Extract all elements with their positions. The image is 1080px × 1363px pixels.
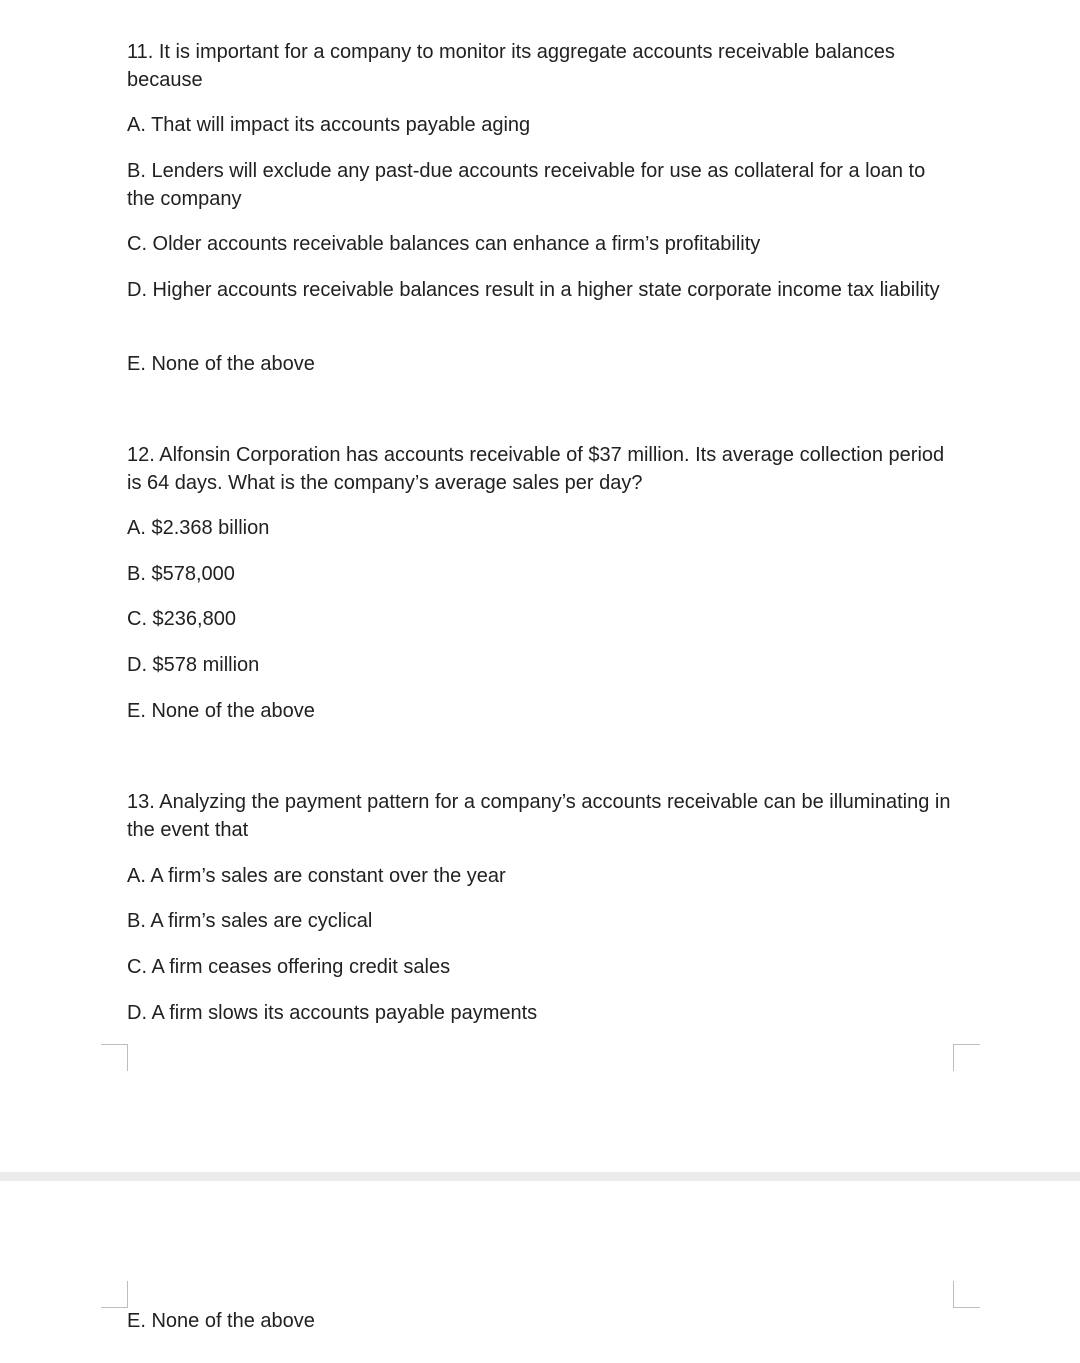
question-11-option-c: C. Older accounts receivable balances can enhance a firm’s profitability xyxy=(127,233,761,255)
margin-corner-mark xyxy=(953,1044,980,1071)
question-11-option-a: A. That will impact its accounts payable aging xyxy=(127,114,531,136)
question-13-option-e: E. None of the above xyxy=(127,1310,315,1332)
question-13-option-b: B. A firm’s sales are cyclical xyxy=(127,910,373,932)
question-12-stem: 12. Alfonsin Corporation has accounts receivable of $37 million. Its average collection period is 64 days. What is the company’s average sales per day? xyxy=(127,444,945,494)
question-11-stem: 11. It is important for a company to monitor its aggregate accounts receivable balances because xyxy=(127,41,895,91)
question-13-option-a: A. A firm’s sales are constant over the year xyxy=(127,865,506,887)
question-11-option-b: B. Lenders will exclude any past-due accounts receivable for use as collateral for a loan to the company xyxy=(127,160,926,210)
question-12-option-c: C. $236,800 xyxy=(127,608,236,630)
question-12-option-a: A. $2.368 billion xyxy=(127,517,270,539)
question-12-option-e: E. None of the above xyxy=(127,700,315,722)
document-page-2 xyxy=(0,1181,1080,1363)
margin-corner-mark xyxy=(953,1281,980,1308)
question-13-option-c: C. A firm ceases offering credit sales xyxy=(127,956,451,978)
margin-corner-mark xyxy=(101,1044,128,1071)
question-13-option-d: D. A firm slows its accounts payable payments xyxy=(127,1002,538,1024)
question-12-option-d: D. $578 million xyxy=(127,654,260,676)
question-11-option-d: D. Higher accounts receivable balances result in a higher state corporate income tax liability xyxy=(127,279,940,301)
question-13-stem: 13. Analyzing the payment pattern for a company’s accounts receivable can be illuminating in the event that xyxy=(127,791,951,841)
page-separator xyxy=(0,1172,1080,1181)
margin-corner-mark xyxy=(101,1281,128,1308)
question-11-option-e: E. None of the above xyxy=(127,353,315,375)
question-12-option-b: B. $578,000 xyxy=(127,563,235,585)
